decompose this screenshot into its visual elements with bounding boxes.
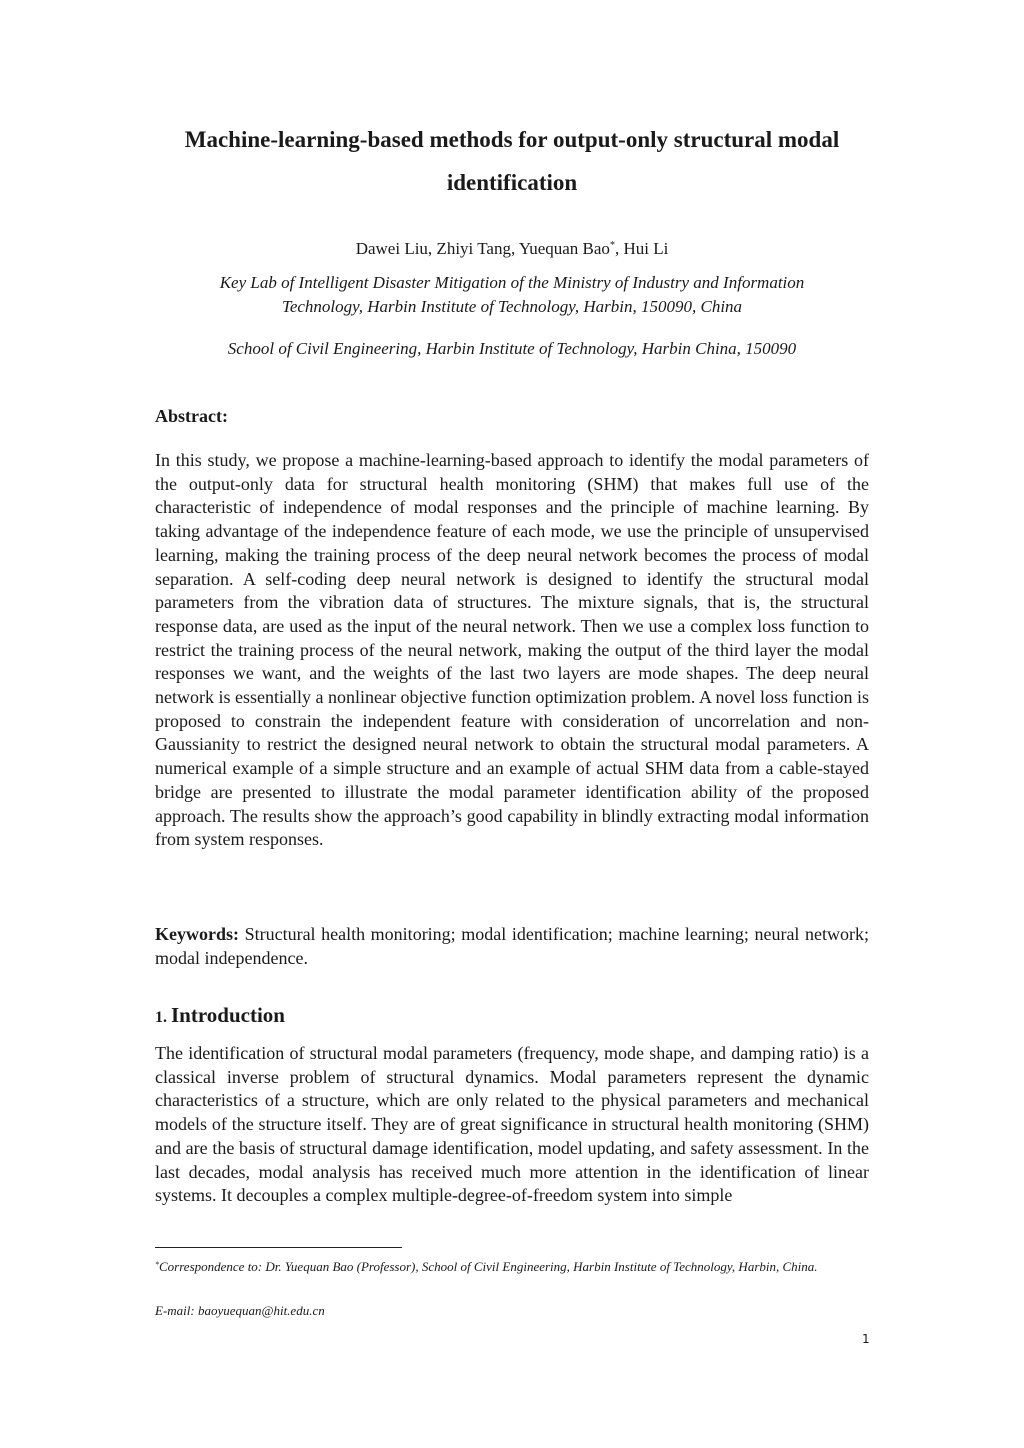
keywords-text: Structural health monitoring; modal identification; machine learning; neural network; modal independence. [155, 924, 869, 968]
paper-page [155, 0, 869, 1448]
authors-last: , Hui Li [614, 239, 669, 258]
page-number: 1 [862, 1332, 870, 1346]
footnote-mark: * [155, 1260, 159, 1269]
footnote-correspondence [155, 1256, 869, 1278]
keywords-label: Keywords: [155, 924, 239, 944]
footnote-divider [155, 1247, 402, 1248]
introduction-body: The identification of structural modal parameters (frequency, mode shape, and damping ratio) is a classical inverse problem of structural dynamics. Modal parameters represent the dynamic characteristics of a structure, which are only related to the physical parameters and mechanical models of the structure itself. They are of great significance in structural health monitoring (SHM) and are the basis of structural damage identification, model updating, and safety assessment. In the last decades, modal analysis has received much more attention in the identification of linear systems. It decouples a complex multiple-degree-of-freedom system into simple [155, 1043, 869, 1206]
paper-title [135, 118, 889, 204]
abstract-body: In this study, we propose a machine-learning-based approach to identify the modal parameters of the output-only data for structural health monitoring (SHM) that makes full use of the characteristic of independence of modal responses and the principle of machine learning. By taking advantage of the independence feature of each mode, we use the principle of unsupervised learning, making the training process of the deep neural network becomes the process of modal separation. A self-coding deep neural network is designed to identify the structural modal parameters from the vibration data of structures. The mixture signals, that is, the structural response data, are used as the input of the neural network. Then we use a complex loss function to restrict the training process of the neural network, making the output of the third layer the modal responses we want, and the weights of the last two layers are mode shapes. The deep neural network is essentially a nonlinear objective function optimization problem. A novel loss function is proposed to constrain the independent feature with consideration of uncorrelation and non-Gaussianity to restrict the designed neural network to obtain the structural modal parameters. A numerical example of a simple structure and an example of actual SHM data from a cable-stayed bridge are presented to illustrate the modal parameter identification ability of the proposed approach. The results show the approach’s good capability in blindly extracting modal information from system responses. [155, 450, 869, 850]
title-line-2: identification [446, 170, 578, 195]
footnote-text: Correspondence to: Dr. Yuequan Bao (Professor), School of Civil Engineering, Harbin Institute of Technology, Harbin, China. [159, 1259, 818, 1274]
corresponding-author-mark: * [609, 240, 615, 251]
affiliation-1-line-1: Key Lab of Intelligent Disaster Mitigation of the Ministry of Industry and Information [219, 273, 805, 292]
section-heading-introduction [155, 1000, 285, 1033]
title-line-1: Machine-learning-based methods for output-only structural modal [184, 127, 840, 152]
affiliation-2: School of Civil Engineering, Harbin Institute of Technology, Harbin China, 150090 [227, 339, 797, 358]
keywords [155, 923, 869, 970]
footnote-email: E-mail: baoyuequan@hit.edu.cn [155, 1303, 325, 1318]
author-list [155, 237, 869, 261]
section-title: Introduction [171, 1003, 285, 1027]
affiliation-1 [135, 271, 889, 319]
affiliation-1-line-2: Technology, Harbin Institute of Technology, Harbin, 150090, China [281, 297, 743, 316]
section-number: 1. [155, 1009, 167, 1026]
abstract-heading: Abstract: [155, 406, 228, 426]
authors-names: Dawei Liu, Zhiyi Tang, Yuequan Bao [355, 239, 610, 258]
